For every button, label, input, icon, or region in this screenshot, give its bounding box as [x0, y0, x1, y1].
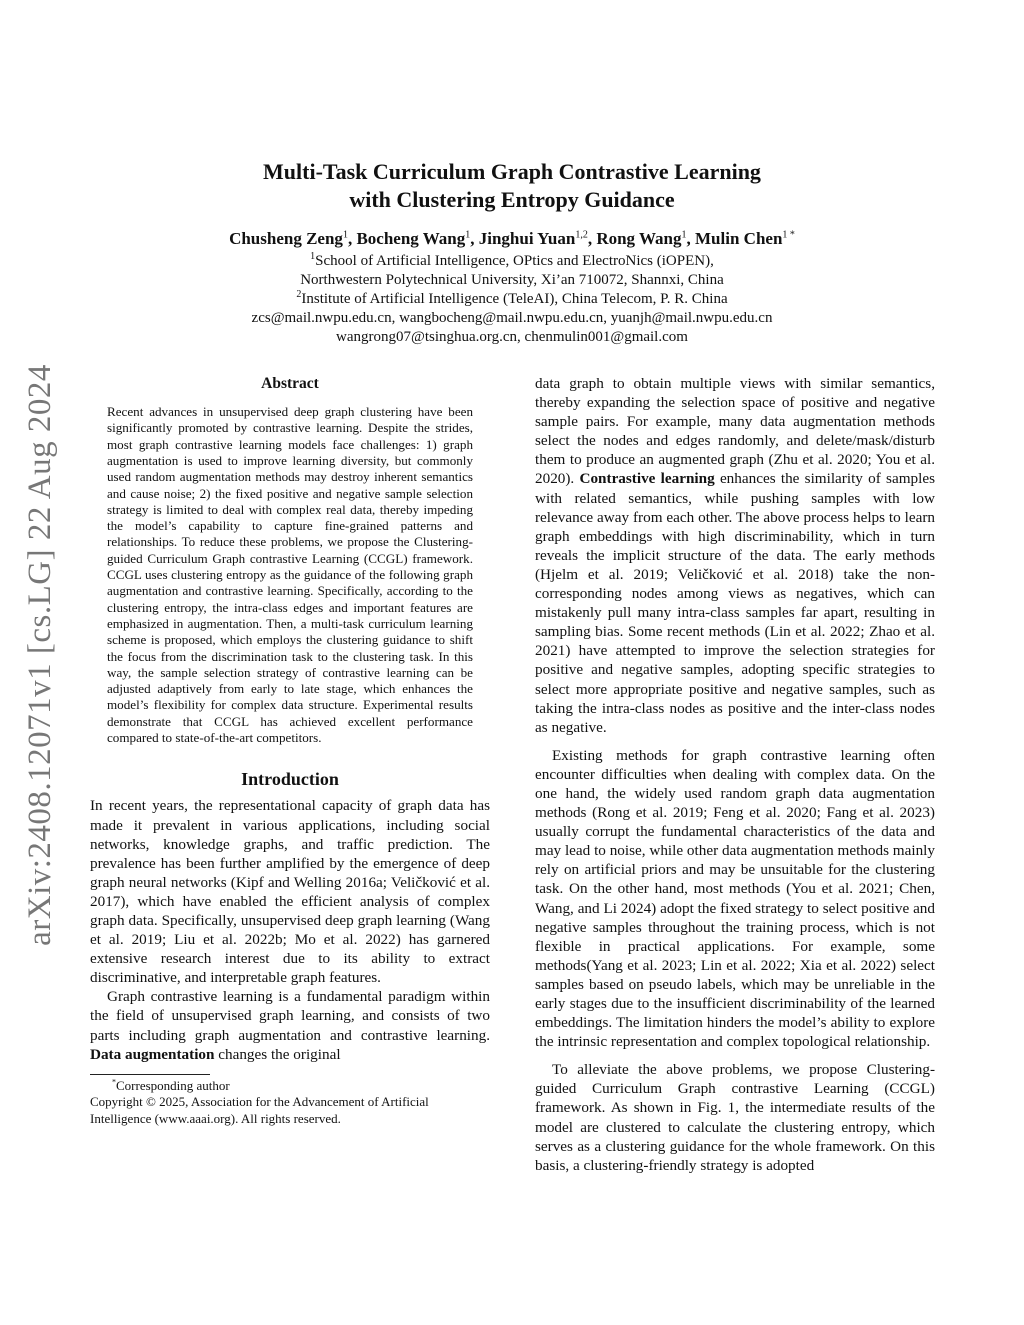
- author-separator: ,: [347, 229, 357, 248]
- paragraph-text: data graph to obtain multiple views with similar semantics, thereby expanding the selection space of positive and negative sample pairs. For example, many data augmentation methods select the nodes and edges randomly, and delete/mask/disturb them to produce an augmented graph (Zhu et al. 2020; You et al. 2020).: [535, 375, 935, 488]
- paragraph-text: changes the original: [214, 1045, 341, 1063]
- author-affiliation-mark: 1 *: [782, 229, 795, 241]
- title-line-1: Multi-Task Curriculum Graph Contrastive Learning: [263, 159, 761, 184]
- author-list: [100, 228, 924, 250]
- author-emails-line-2: wangrong07@tsinghua.org.cn, chenmulin001@gmail.com: [336, 329, 688, 345]
- title-block: [100, 158, 924, 347]
- author-affiliation-mark: 1: [465, 229, 471, 241]
- author-affiliation-mark: 1: [681, 229, 687, 241]
- paragraph-text: enhances the similarity of samples with related semantics, while pushing samples with low relevance away from each other. The above process helps to learn graph embeddings with high discriminability, which in turn reveals the implicit structure of the data. The early methods (Hjelm et al. 2019; Veličković et al. 2018) take the non-corresponding nodes among views as negatives, which can mistakenly pull many intra-class samples far apart, resulting in sampling bias. Some recent methods (Lin et al. 2022; Zhao et al. 2021) have attempted to improve the selection strategies for positive and negative samples, adopting specific strategies to select more appropriate positive and negative samples, such as taking the intra-class nodes as positive and the inter-class nodes as negative.: [535, 470, 935, 736]
- right-paragraph-3: To alleviate the above problems, we propose Clustering-guided Curriculum Graph contrastive Learning (CCGL) framework. As shown in Fig. 1, the intermediate results of the model are clustered to calculate the clustering entropy, which serves as a clustering guidance for the whole framework. On this basis, a clustering-friendly strategy is adopted: [535, 1061, 935, 1174]
- author-name: Bocheng Wang: [356, 229, 466, 248]
- author-affiliation-mark: 1: [342, 229, 348, 241]
- author-name: Jinghui Yuan: [478, 229, 576, 248]
- affiliation-2: [100, 290, 924, 309]
- copyright-notice: Copyright © 2025, Association for the Advancement of Artificial Intelligence (www.aaai.org). All rights reserved.: [90, 1094, 429, 1126]
- affiliation-1: [100, 252, 924, 271]
- affiliation-text: Institute of Artificial Intelligence (TeleAI), China Telecom, P. R. China: [301, 291, 728, 307]
- author-affiliation-mark: 1,2: [575, 229, 588, 241]
- author-emails-line-1: zcs@mail.nwpu.edu.cn, wangbocheng@mail.nwpu.edu.cn, yuanjh@mail.nwpu.edu.cn: [251, 310, 773, 326]
- right-paragraph-2: Existing methods for graph contrastive learning often encounter difficulties when dealing with complex data. On the one hand, the widely used random graph data augmentation methods (Rong et al. 2019; Feng et al. 2020; Fang et al. 2023) usually corrupt the fundamental characteristics of the data and may lead to noise, while other data augmentation methods mainly rely on artificial priors and may be unsuitable for the clustering task. On the other hand, most methods (You et al. 2021; Chen, Wang, and Li 2024) adopt the fixed strategy to select positive and negative samples throughout the training process, which is not flexible in practical applications. For example, some methods(Yang et al. 2023; Lin et al. 2022; Xia et al. 2022) select samples based on pseudo labels, which may be unreliable in the early stages due to the insufficient discriminability of the learned embeddings. The limitation hinders the model’s ability to explore the intrinsic representation and complex topological relationship.: [535, 746, 935, 1051]
- keyword-contrastive-learning: Contrastive learning: [579, 470, 715, 488]
- arxiv-stamp: arXiv:2408.12071v1 [cs.LG] 22 Aug 2024: [22, 364, 58, 946]
- paragraph-text: Graph contrastive learning is a fundamental paradigm within the field of unsupervised graph learning, and consists of two parts including graph augmentation and contrastive learning.: [90, 988, 490, 1044]
- affiliation-1-line-2: Northwestern Polytechnical University, Xi’an 710072, Shannxi, China: [300, 272, 724, 288]
- affiliation-text: School of Artificial Intelligence, OPtics and ElectroNics (iOPEN),: [315, 253, 714, 269]
- affiliation-mark: 1: [310, 251, 316, 262]
- abstract-body: Recent advances in unsupervised deep graph clustering have been significantly promoted by contrastive learning. Despite the strides, most graph contrastive learning models face challenges: 1) graph augmentation is used to improve learning diversity, but commonly used random augmentation methods may destroy inherent semantics and cause noise; 2) the fixed positive and negative sample selection strategy is limited to deal with complex real data, thereby impeding the model’s capability to capture fine-grained patterns and relationships. To reduce these problems, we propose the Clustering-guided Curriculum Graph contrastive Learning (CCGL) framework. CCGL uses clustering entropy as the guidance of the following graph augmentation and contrastive learning. Specifically, according to the clustering entropy, the intra-class edges and important features are emphasized in augmentation. Then, a multi-task curriculum learning scheme is proposed, which employs the clustering guidance to shift the focus from the discrimination task to the clustering task. In this way, the sample selection strategy of contrastive learning can be adjusted adaptively from early to late stage, which enhances the model’s flexibility for complex data structure. Experimental results demonstrate that CCGL has achieved excellent performance compared to state-of-the-art competitors.: [107, 404, 473, 746]
- introduction-heading: Introduction: [241, 769, 339, 790]
- affiliation-mark: 2: [296, 289, 302, 300]
- author-name: Mulin Chen: [695, 229, 783, 248]
- paper-title: [100, 158, 924, 214]
- author-separator: ,: [686, 229, 696, 248]
- corresponding-author-footnote: [90, 1078, 490, 1095]
- author-separator: ,: [587, 229, 597, 248]
- footnote-mark: *: [112, 1077, 116, 1087]
- left-column: [90, 374, 490, 1127]
- footnote-rule: [90, 1074, 210, 1075]
- right-paragraph-1: [535, 374, 935, 737]
- right-column: [535, 374, 935, 1175]
- author-separator: ,: [470, 229, 479, 248]
- author-name: Chusheng Zeng: [229, 229, 343, 248]
- keyword-data-augmentation: Data augmentation: [90, 1045, 215, 1063]
- footnote-text: Corresponding author: [116, 1077, 230, 1093]
- title-line-2: with Clustering Entropy Guidance: [349, 187, 675, 212]
- intro-paragraph-2: [90, 987, 490, 1063]
- abstract-heading: Abstract: [261, 375, 319, 392]
- intro-paragraph-1: In recent years, the representational capacity of graph data has made it prevalent in various applications, including social networks, knowledge graphs, and traffic prediction. The prevalence has been further amplified by the emergence of deep graph neural networks (Kipf and Welling 2016a; Veličković et al. 2017), which have enabled the efficient analysis of complex graph data. Specifically, unsupervised deep graph learning (Wang et al. 2019; Liu et al. 2022b; Mo et al. 2022) has garnered extensive research interest due to its ability to extract discriminative, and interpretable graph features.: [90, 797, 490, 987]
- author-name: Rong Wang: [596, 229, 682, 248]
